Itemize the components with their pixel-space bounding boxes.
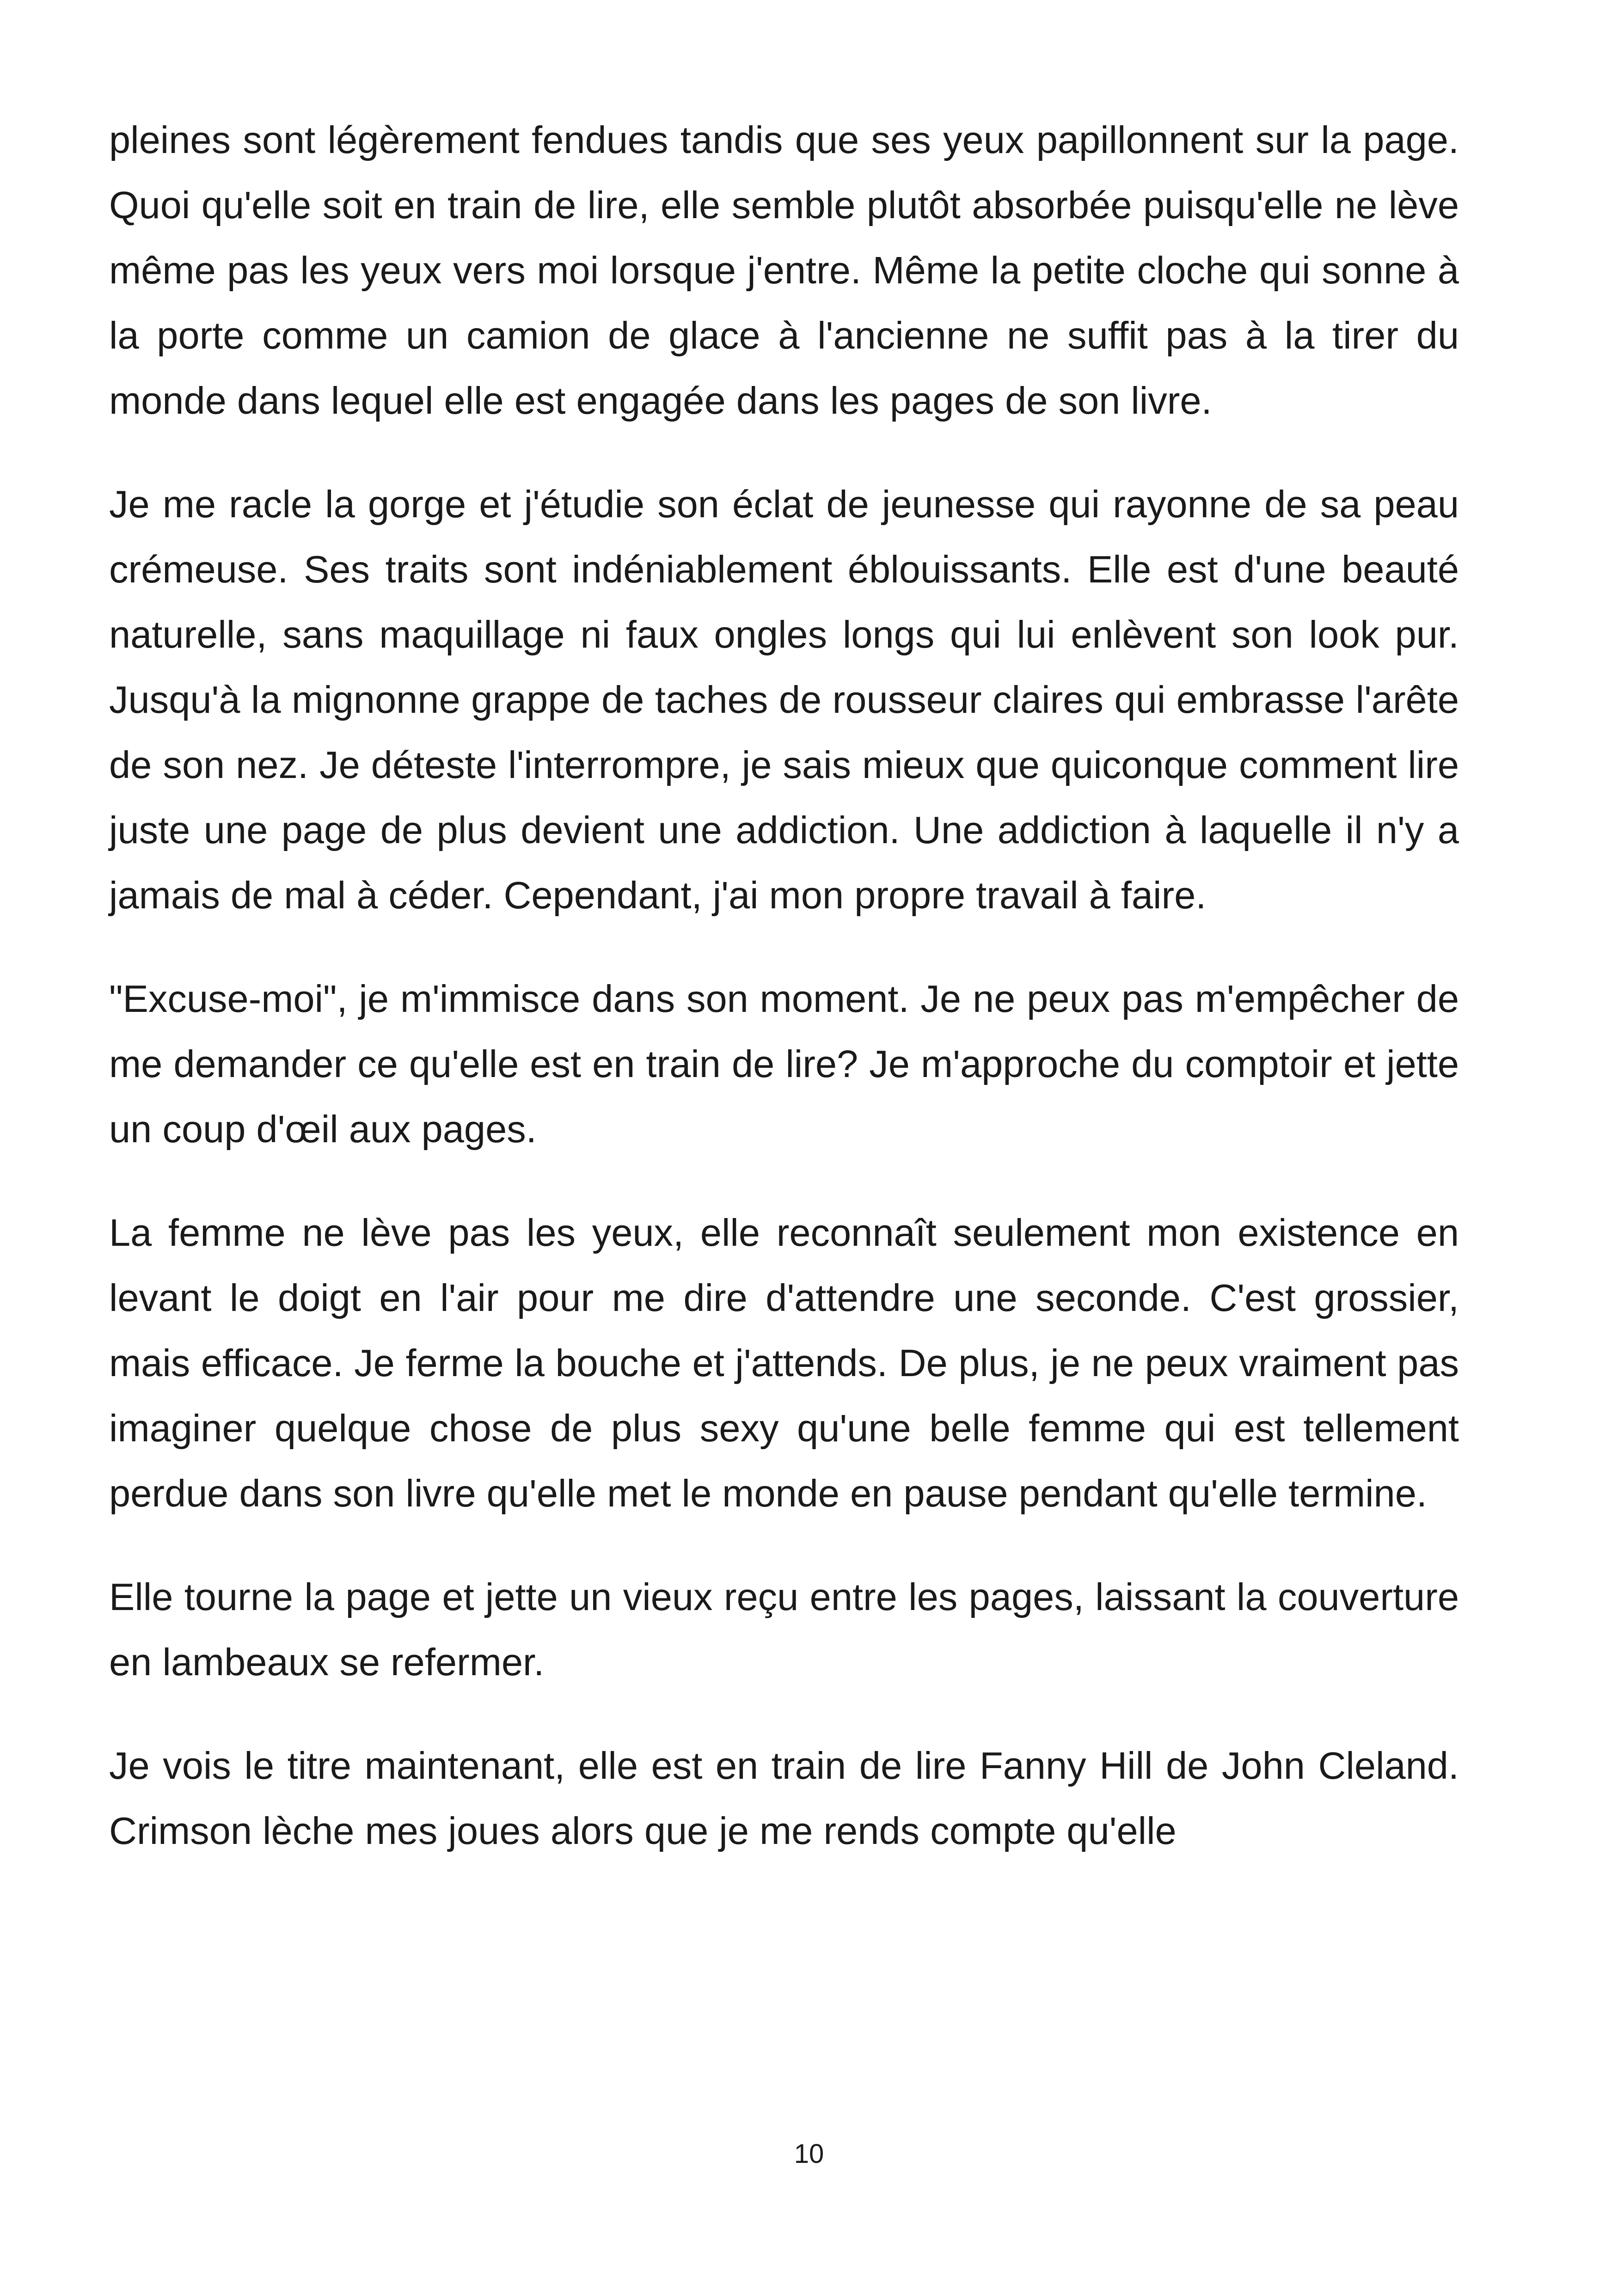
page-number: 10 [794,2139,824,2169]
paragraph-2: Je me racle la gorge et j'étudie son éclat de jeunesse qui rayonne de sa peau crémeuse. Ses traits sont indéniablement éblouissants. Elle est d'une beauté naturelle, sans maquillage ni faux ongles longs qui lui enlèvent son look pur. Jusqu'à la mignonne grappe de taches de rousseur claires qui embrasse l'arête de son nez. Je déteste l'interrompre, je sais mieux que quiconque comment lire juste une page de plus devient une addiction. Une addiction à laquelle il n'y a jamais de mal à céder. Cependant, j'ai mon propre travail à faire. [109,483,1459,917]
paragraph-1: pleines sont légèrement fendues tandis que ses yeux papillonnent sur la page. Quoi qu'elle soit en train de lire, elle semble plutôt absorbée puisqu'elle ne lève même pas les yeux vers moi lorsque j'entre. Même la petite cloche qui sonne à la porte comme un camion de glace à l'ancienne ne suffit pas à la tirer du monde dans lequel elle est engagée dans les pages de son livre. [109,118,1459,422]
paragraph-5: Elle tourne la page et jette un vieux reçu entre les pages, laissant la couverture en lambeaux se refermer. [109,1575,1459,1684]
paragraph-3: "Excuse-moi", je m'immisce dans son moment. Je ne peux pas m'empêcher de me demander ce qu'elle est en train de lire? Je m'approche du comptoir et jette un coup d'œil aux pages. [109,977,1459,1151]
body-text [109,107,1459,1863]
paragraph-4: La femme ne lève pas les yeux, elle reconnaît seulement mon existence en levant le doigt en l'air pour me dire d'attendre une seconde. C'est grossier, mais efficace. Je ferme la bouche et j'attends. De plus, je ne peux vraiment pas imaginer quelque chose de plus sexy qu'une belle femme qui est tellement perdue dans son livre qu'elle met le monde en pause pendant qu'elle termine. [109,1211,1459,1515]
paragraph-6: Je vois le titre maintenant, elle est en train de lire Fanny Hill de John Cleland. Crimson lèche mes joues alors que je me rends compte qu'elle [109,1744,1459,1852]
